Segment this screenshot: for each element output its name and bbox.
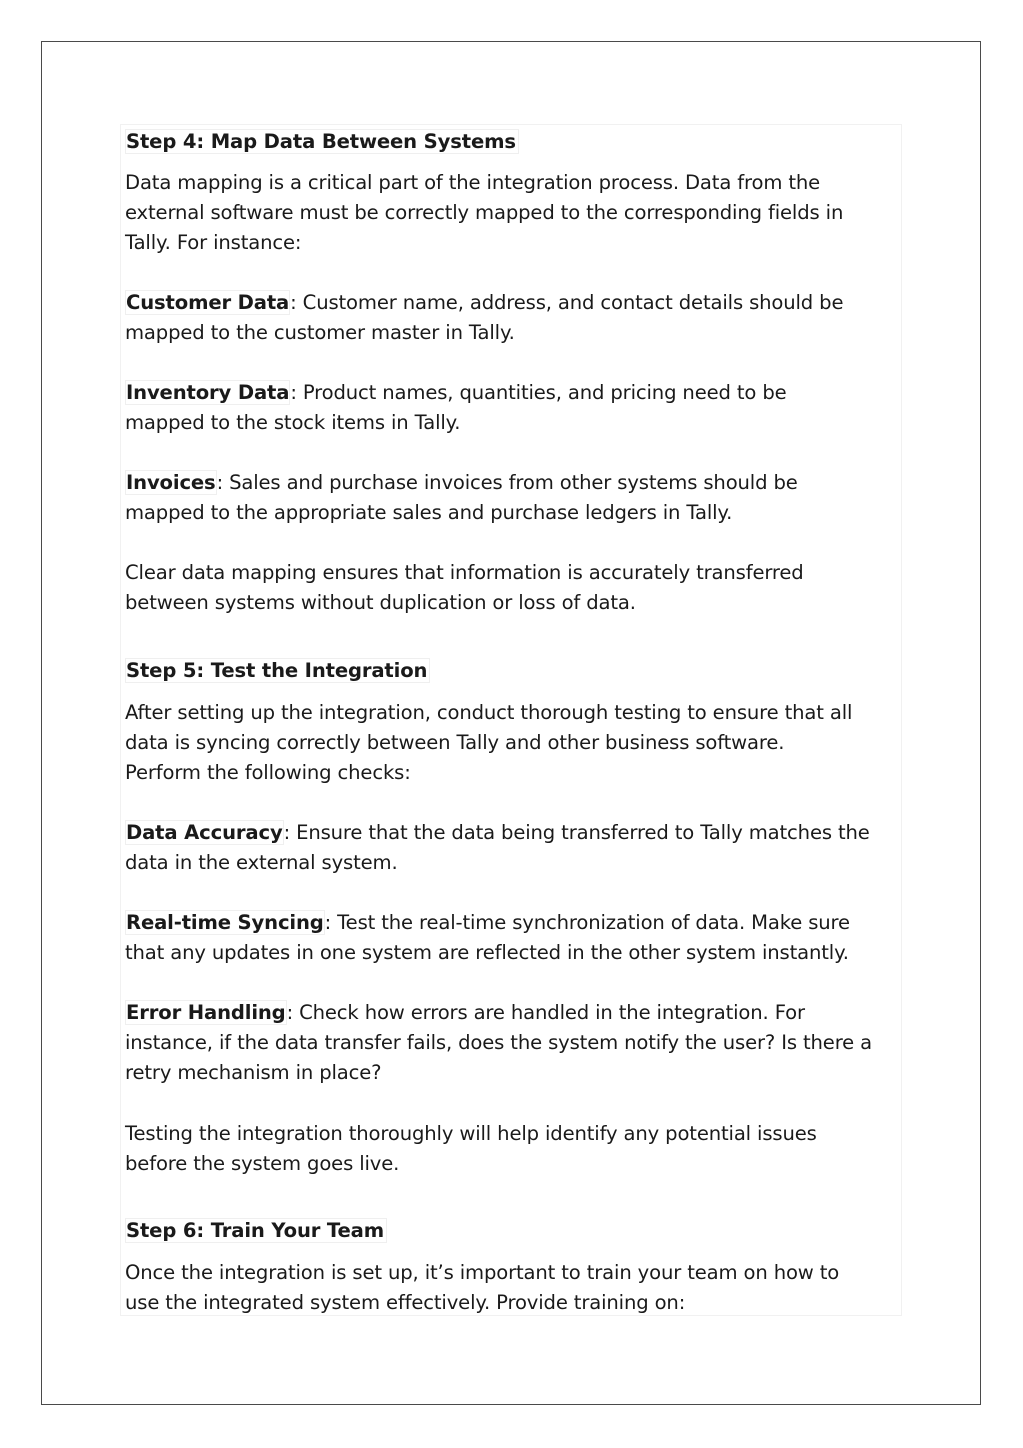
step6-heading: Step 6: Train Your Team xyxy=(125,1216,387,1246)
term-data-accuracy: Data Accuracy xyxy=(126,821,283,844)
step4-item-customer-data: Customer Data: Customer name, address, and contact details should be mapped to the customer master in Tally. xyxy=(125,291,844,345)
step4-closing: Clear data mapping ensures that information is accurately transferred between systems without duplication or loss of data. xyxy=(125,561,804,615)
term-inventory-data: Inventory Data xyxy=(126,381,290,404)
step5-heading: Step 5: Test the Integration xyxy=(125,656,430,686)
step4-item-inventory-data: Inventory Data: Product names, quantities, and pricing need to be mapped to the stock items in Tally. xyxy=(125,381,787,435)
step6-intro: Once the integration is set up, it’s important to train your team on how to use the integrated system effectively. Provide training on: xyxy=(125,1261,840,1315)
step5-item-real-time-syncing: Real-time Syncing: Test the real-time synchronization of data. Make sure that any updates in one system are reflected in the other system instantly. xyxy=(125,911,850,965)
term-real-time-syncing: Real-time Syncing xyxy=(126,911,324,934)
term-customer-data: Customer Data xyxy=(126,291,290,314)
step5-closing: Testing the integration thoroughly will help identify any potential issues before the system goes live. xyxy=(125,1122,817,1176)
step4-item-invoices: Invoices: Sales and purchase invoices from other systems should be mapped to the appropriate sales and purchase ledgers in Tally. xyxy=(125,471,798,525)
step5-intro: After setting up the integration, conduct thorough testing to ensure that all data is syncing correctly between Tally and other business software. Perform the following checks: xyxy=(125,701,853,785)
step4-intro: Data mapping is a critical part of the integration process. Data from the external software must be correctly mapped to the corresponding fields in Tally. For instance: xyxy=(125,171,844,255)
document-content xyxy=(120,124,902,1316)
term-invoices: Invoices xyxy=(126,471,216,494)
step4-heading: Step 4: Map Data Between Systems xyxy=(125,127,519,157)
step5-item-error-handling: Error Handling: Check how errors are handled in the integration. For instance, if the data transfer fails, does the system notify the user? Is there a retry mechanism in place? xyxy=(125,1001,873,1085)
term-error-handling: Error Handling xyxy=(126,1001,286,1024)
step5-item-data-accuracy: Data Accuracy: Ensure that the data being transferred to Tally matches the data in the external system. xyxy=(125,821,870,875)
